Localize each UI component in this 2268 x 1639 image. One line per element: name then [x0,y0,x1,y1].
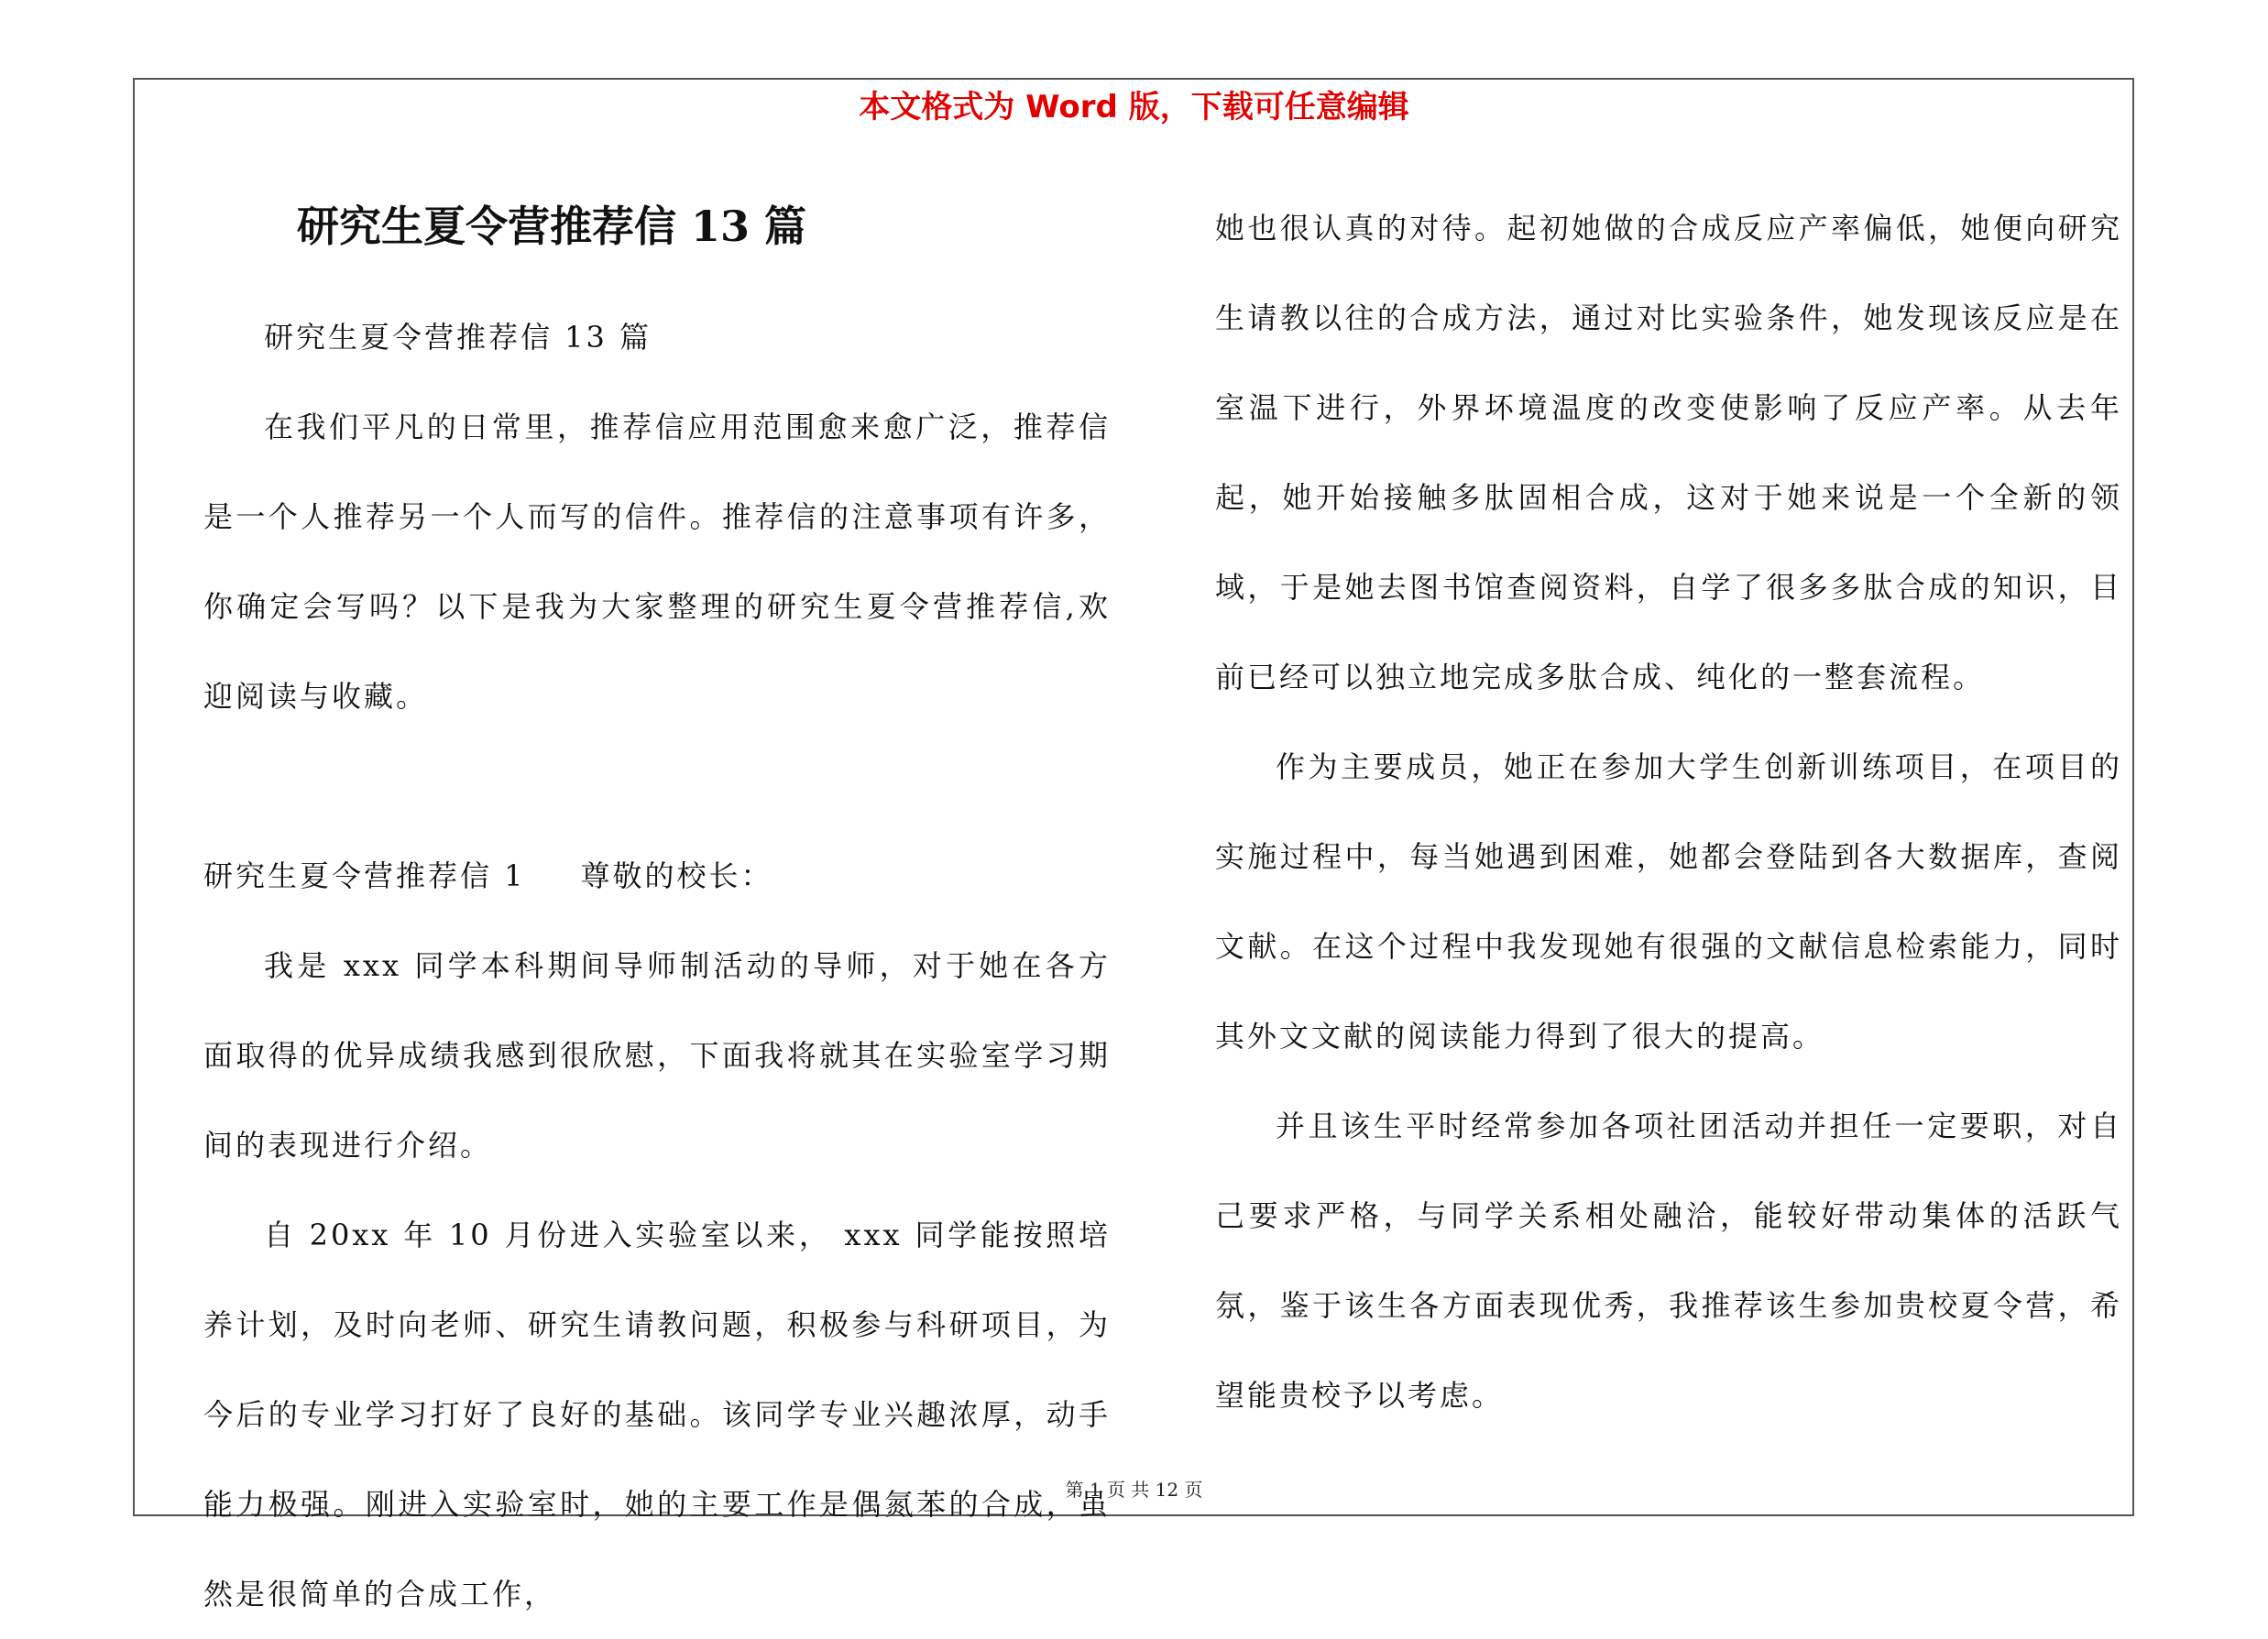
letter-heading: 研究生夏令营推荐信 1 [203,858,526,893]
subtitle-paragraph: 研究生夏令营推荐信 13 篇 [264,320,652,355]
page-number-footer: 第 1 页 共 12 页 [1065,1479,1203,1501]
left-column [203,197,1111,1639]
salutation: 尊敬的校长： [580,858,773,893]
letter-paragraph-1: 我是 xxx 同学本科期间导师制活动的导师，对于她在各方面取得的优异成绩我感到很欣慰，下面我将就其在实验室学习期间的表现进行介绍。 [203,948,1111,1163]
letter-heading-line [203,831,1111,921]
letter-paragraph-3: 作为主要成员，她正在参加大学生创新训练项目，在项目的实施过程中，每当她遇到困难，她都会登陆到各大数据库，查阅文献。在这个过程中我发现她有很强的文献信息检索能力，同时其外文文献的阅读能力得到了很大的提高。 [1215,749,2122,1054]
paragraph-gap [203,741,1111,831]
letter-paragraph-2: 自 20xx 年 10 月份进入实验室以来， xxx 同学能按照培养计划，及时向老师、研究生请教问题，积极参与科研项目，为今后的专业学习打好了良好的基础。该同学专业兴趣浓厚，动手能力极强。刚进入实验室时，她的主要工作是偶氮苯的合成，虽然是很简单的合成工作， [203,1218,1111,1612]
format-banner: 本文格式为 Word 版，下载可任意编辑 [859,89,1409,126]
intro-paragraph: 在我们平凡的日常里，推荐信应用范围愈来愈广泛，推荐信是一个人推荐另一个人而写的信件。推荐信的注意事项有许多，你确定会写吗？以下是我为大家整理的研究生夏令营推荐信,欢迎阅读与收藏。 [203,410,1111,714]
letter-paragraph-continued: 她也很认真的对待。起初她做的合成反应产率偏低，她便向研究生请教以往的合成方法，通过对比实验条件，她发现该反应是在室温下进行，外界坏境温度的改变使影响了反应产率。从去年起，她开始接触多肽固相合成，这对于她来说是一个全新的领域，于是她去图书馆查阅资料，自学了很多多肽合成的知识，目前已经可以独立地完成多肽合成、纯化的一整套流程。 [1215,211,2122,694]
document-title: 研究生夏令营推荐信 13 篇 [296,202,807,251]
letter-paragraph-4: 并且该生平时经常参加各项社团活动并担任一定要职，对自己要求严格，与同学关系相处融洽，能较好带动集体的活跃气氛，鉴于该生各方面表现优秀，我推荐该生参加贵校夏令营，希望能贵校予以考虑。 [1215,1109,2122,1413]
right-column [1215,183,2122,1440]
